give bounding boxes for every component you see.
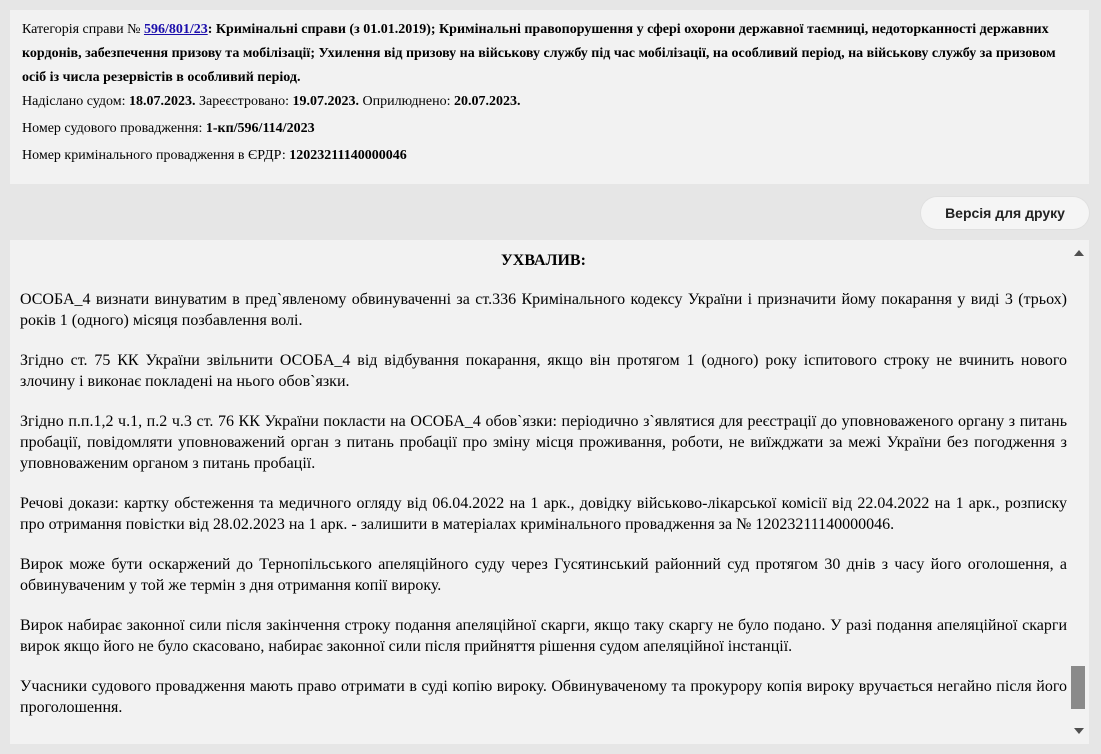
paragraph: Речові докази: картку обстеження та медичного огляду від 06.04.2022 на 1 арк., довідку військово-лікарської комісії від 22.04.2022 на 1 арк., розписку про отримання повістки від 28.02.2023 на 1 арк. - залишити в матеріалах кримінального провадження за № 12023211140000046. [20,495,1067,533]
sent-date: 18.07.2023. [129,94,196,109]
case-number-link[interactable]: 596/801/23 [143,22,208,37]
scrollbar-thumb[interactable] [1071,666,1085,709]
erdr-label: Номер кримінального провадження в ЄРДР: [22,148,290,163]
paragraph: Учасники судового провадження мають право отримати в суді копію вироку. Обвинуваченому та прокурору копія вироку вручається негайно після його проголошення. [20,678,1067,716]
erdr-value: 12023211140000046 [289,148,407,163]
scroll-up-arrow-icon[interactable] [1074,250,1084,256]
paragraph: Згідно п.п.1,2 ч.1, п.2 ч.3 ст. 76 КК України покласти на ОСОБА_4 обов`язки: періодично з`являтися для реєстрації до уповноваженого органу з питань пробації, повідомляти уповноважений орган з питань пробації про зміну місця проживання, роботи, не виїжджати за межі України без погодження з уповноваженим органом з питань пробації. [20,413,1067,472]
court-case-value: 1-кп/596/114/2023 [205,121,315,136]
case-info-panel [10,10,1089,184]
print-version-button[interactable]: Версія для друку [921,197,1089,229]
document-title: УХВАЛИВ: [501,252,586,269]
document-text [20,240,1067,718]
paragraph: ОСОБА_4 визнати винуватим в пред`явленому обвинуваченні за ст.336 Кримінального кодексу України і призначити йому покарання у виді 3 (трьох) років 1 (одного) місяця позбавлення волі. [20,291,1067,329]
case-category [22,18,1077,90]
erdr-number [22,144,1077,168]
paragraph: Згідно ст. 75 КК України звільнити ОСОБА_4 від відбування покарання, якщо він протягом 1 (одного) року іспитового строку не вчинить нового злочину і виконає покладені на нього обов`язки. [20,352,1067,390]
category-text: : Кримінальні справи (з 01.01.2019); Кримінальні правопорушення у сфері охорони державної таємниці, недоторканності державних кордонів, забезпечення призову та мобілізації; Ухилення від призову на військову службу під час мобілізації, на особливий період, на військову службу за призовом осіб із числа резервістів в особливий період. [22,22,1056,85]
vertical-scrollbar[interactable] [1069,240,1089,744]
scroll-down-arrow-icon[interactable] [1074,728,1084,734]
registered-date: 19.07.2023. [292,94,359,109]
document-viewer[interactable] [10,240,1089,744]
registered-label: Зареєстровано: [195,94,293,109]
category-prefix: Категорія справи № [22,22,144,37]
court-case-number [22,117,1077,141]
published-date: 20.07.2023. [454,94,521,109]
dates-line [22,90,1077,114]
published-label: Оприлюднено: [358,94,455,109]
paragraph: Вирок може бути оскаржений до Тернопільського апеляційного суду через Гусятинський районний суд протягом 30 днів з часу його оголошення, а обвинуваченим у той же термін з дня отримання копії вироку. [20,556,1067,594]
paragraph: Вирок набирає законної сили після закінчення строку подання апеляційної скарги, якщо таку скаргу не було подано. У разі подання апеляційної скарги вирок якщо його не було скасовано, набирає законної сили після прийняття рішення судом апеляційної інстанції. [20,617,1067,655]
sent-label: Надіслано судом: [22,94,129,109]
court-case-label: Номер судового провадження: [22,121,206,136]
